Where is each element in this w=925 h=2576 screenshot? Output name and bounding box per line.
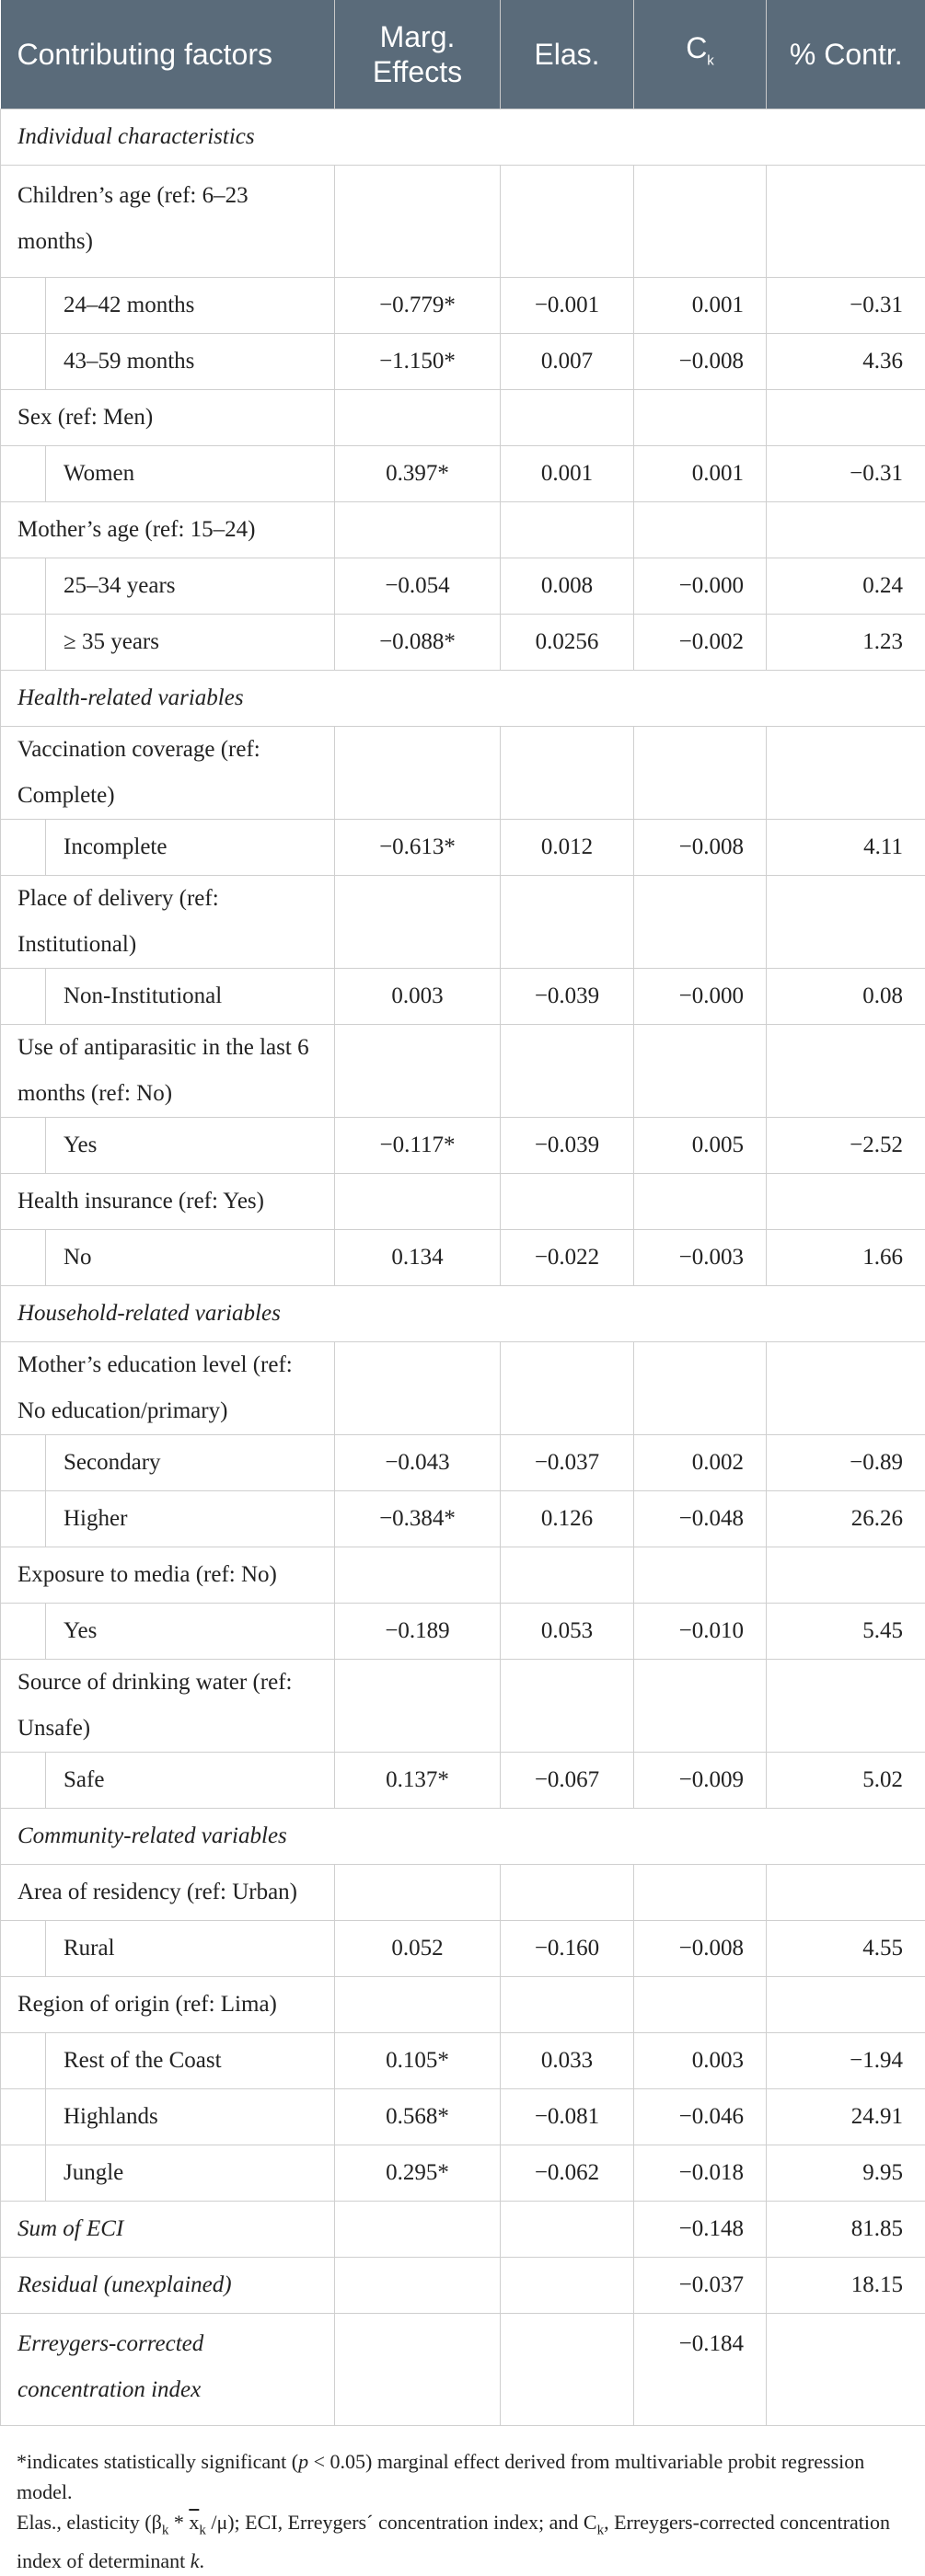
- empty-cell: [634, 1865, 767, 1921]
- empty-cell: [501, 1174, 634, 1230]
- table-row: [1, 278, 925, 334]
- marginal-effect-cell: −0.613*: [335, 820, 501, 876]
- group-label: Health insurance (ref: Yes): [1, 1174, 335, 1230]
- marginal-effect-cell: −0.117*: [335, 1118, 501, 1174]
- row-label: 24–42 months: [64, 293, 194, 317]
- elasticity-cell: 0.0256: [501, 615, 634, 671]
- empty-cell: [767, 1977, 925, 2033]
- row-label: ≥ 35 years: [64, 629, 159, 654]
- elasticity-cell: −0.062: [501, 2145, 634, 2202]
- row-label: Yes: [64, 1618, 97, 1643]
- group-label: Sex (ref: Men): [1, 390, 335, 446]
- indent-divider: [45, 2033, 46, 2088]
- elasticity-cell: −0.001: [501, 278, 634, 334]
- table-row: [1, 446, 925, 502]
- indent-divider: [45, 969, 46, 1024]
- marginal-effect-cell: 0.397*: [335, 446, 501, 502]
- marginal-effect-cell: −0.054: [335, 558, 501, 615]
- ck-cell: −0.009: [634, 1753, 767, 1809]
- empty-cell: [634, 1547, 767, 1604]
- empty-cell: [634, 1977, 767, 2033]
- group-label: Exposure to media (ref: No): [1, 1547, 335, 1604]
- marginal-effect-cell: 0.052: [335, 1921, 501, 1977]
- empty-cell: [501, 1660, 634, 1753]
- row-label: Higher: [64, 1506, 127, 1531]
- row-label: Jungle: [64, 2160, 123, 2185]
- group-label: Place of delivery (ref: Institutional): [1, 876, 335, 969]
- indent-divider: [45, 615, 46, 670]
- row-label: Incomplete: [64, 834, 167, 859]
- table-body: [1, 109, 925, 2426]
- elasticity-cell: −0.067: [501, 1753, 634, 1809]
- empty-cell: [501, 876, 634, 969]
- empty-cell: [501, 502, 634, 558]
- percent-contribution-cell: 81.85: [767, 2202, 925, 2258]
- group-row: [1, 876, 925, 969]
- percent-contribution-cell: −0.89: [767, 1435, 925, 1491]
- percent-contribution-cell: [767, 2314, 925, 2426]
- marginal-effect-cell: [335, 2258, 501, 2314]
- marginal-effect-cell: −0.088*: [335, 615, 501, 671]
- group-row: [1, 1977, 925, 2033]
- ck-cell: 0.001: [634, 278, 767, 334]
- row-label: Rest of the Coast: [64, 2048, 222, 2073]
- percent-contribution-cell: −0.31: [767, 446, 925, 502]
- ck-cell: −0.010: [634, 1604, 767, 1660]
- row-label: Safe: [64, 1767, 104, 1792]
- section-label: Household-related variables: [1, 1286, 925, 1342]
- empty-cell: [501, 1547, 634, 1604]
- marginal-effect-cell: −0.779*: [335, 278, 501, 334]
- percent-contribution-cell: 4.11: [767, 820, 925, 876]
- ck-cell: −0.048: [634, 1491, 767, 1547]
- indent-divider: [45, 1230, 46, 1285]
- ck-cell: −0.003: [634, 1230, 767, 1286]
- section-row: [1, 1286, 925, 1342]
- empty-cell: [335, 166, 501, 278]
- empty-cell: [501, 1865, 634, 1921]
- table-row: [1, 1435, 925, 1491]
- row-label: Secondary: [64, 1450, 161, 1475]
- empty-cell: [767, 1342, 925, 1435]
- ck-cell: −0.000: [634, 558, 767, 615]
- indent-divider: [45, 1921, 46, 1976]
- elasticity-cell: −0.081: [501, 2089, 634, 2145]
- marginal-effect-cell: 0.568*: [335, 2089, 501, 2145]
- marginal-effect-cell: −0.189: [335, 1604, 501, 1660]
- elasticity-cell: −0.039: [501, 969, 634, 1025]
- percent-contribution-cell: 4.36: [767, 334, 925, 390]
- ck-cell: 0.001: [634, 446, 767, 502]
- table-row: [1, 969, 925, 1025]
- empty-cell: [767, 1660, 925, 1753]
- table-row: [1, 334, 925, 390]
- summary-row: [1, 2258, 925, 2314]
- empty-cell: [335, 1342, 501, 1435]
- elasticity-cell: 0.053: [501, 1604, 634, 1660]
- ck-cell: 0.003: [634, 2033, 767, 2089]
- marginal-effect-cell: [335, 2314, 501, 2426]
- ck-cell: −0.000: [634, 969, 767, 1025]
- summary-label: Sum of ECI: [1, 2202, 335, 2258]
- group-row: [1, 1547, 925, 1604]
- section-row: [1, 1809, 925, 1865]
- empty-cell: [767, 502, 925, 558]
- group-label: Mother’s education level (ref: No education/primary): [1, 1342, 335, 1435]
- row-label: Yes: [64, 1133, 97, 1157]
- elasticity-cell: 0.012: [501, 820, 634, 876]
- group-row: [1, 1660, 925, 1753]
- ck-cell: −0.018: [634, 2145, 767, 2202]
- indent-divider: [45, 2089, 46, 2145]
- ck-cell: 0.002: [634, 1435, 767, 1491]
- table-row: [1, 1604, 925, 1660]
- empty-cell: [335, 727, 501, 820]
- empty-cell: [335, 1865, 501, 1921]
- empty-cell: [634, 876, 767, 969]
- empty-cell: [767, 876, 925, 969]
- marginal-effect-cell: 0.003: [335, 969, 501, 1025]
- marginal-effect-cell: 0.137*: [335, 1753, 501, 1809]
- percent-contribution-cell: −0.31: [767, 278, 925, 334]
- percent-contribution-cell: 9.95: [767, 2145, 925, 2202]
- group-row: [1, 1342, 925, 1435]
- indent-divider: [45, 1435, 46, 1490]
- empty-cell: [767, 390, 925, 446]
- empty-cell: [634, 166, 767, 278]
- header-ck: $C_k$: [634, 0, 767, 109]
- row-label: Women: [64, 461, 134, 486]
- indent-divider: [45, 1604, 46, 1659]
- empty-cell: [335, 1547, 501, 1604]
- indent-divider: [45, 1753, 46, 1808]
- section-label: Individual characteristics: [1, 109, 925, 166]
- empty-cell: [501, 1342, 634, 1435]
- ck-cell: −0.008: [634, 820, 767, 876]
- empty-cell: [634, 727, 767, 820]
- percent-contribution-cell: 1.66: [767, 1230, 925, 1286]
- header-elasticity: Elas.: [501, 0, 634, 109]
- empty-cell: [501, 166, 634, 278]
- group-label: Vaccination coverage (ref: Complete): [1, 727, 335, 820]
- ck-cell: −0.184: [634, 2314, 767, 2426]
- group-label: Area of residency (ref: Urban): [1, 1865, 335, 1921]
- header-percent-contribution: % Contr.: [767, 0, 925, 109]
- row-label: 43–59 months: [64, 349, 194, 374]
- ck-cell: −0.148: [634, 2202, 767, 2258]
- group-row: [1, 1025, 925, 1118]
- empty-cell: [634, 1342, 767, 1435]
- group-row: [1, 390, 925, 446]
- elasticity-cell: −0.160: [501, 1921, 634, 1977]
- marginal-effect-cell: 0.295*: [335, 2145, 501, 2202]
- marginal-effect-cell: 0.134: [335, 1230, 501, 1286]
- indent-divider: [45, 558, 46, 614]
- table-row: [1, 1921, 925, 1977]
- group-label: Source of drinking water (ref: Unsafe): [1, 1660, 335, 1753]
- empty-cell: [501, 1977, 634, 2033]
- table-row: [1, 1491, 925, 1547]
- elasticity-cell: [501, 2314, 634, 2426]
- section-label: Community-related variables: [1, 1809, 925, 1865]
- group-label: Region of origin (ref: Lima): [1, 1977, 335, 2033]
- percent-contribution-cell: 1.23: [767, 615, 925, 671]
- section-row: [1, 671, 925, 727]
- empty-cell: [335, 502, 501, 558]
- table-header-row: [1, 0, 925, 109]
- table-row: [1, 558, 925, 615]
- empty-cell: [767, 166, 925, 278]
- group-label: Mother’s age (ref: 15–24): [1, 502, 335, 558]
- group-row: [1, 1865, 925, 1921]
- elasticity-cell: −0.039: [501, 1118, 634, 1174]
- indent-divider: [45, 446, 46, 501]
- ck-cell: −0.046: [634, 2089, 767, 2145]
- indent-divider: [45, 278, 46, 333]
- empty-cell: [767, 727, 925, 820]
- table-footnotes: [0, 2426, 925, 2576]
- marginal-effect-cell: −0.384*: [335, 1491, 501, 1547]
- elasticity-cell: −0.037: [501, 1435, 634, 1491]
- marginal-effect-cell: −1.150*: [335, 334, 501, 390]
- table-row: [1, 820, 925, 876]
- table-row: [1, 1118, 925, 1174]
- empty-cell: [335, 876, 501, 969]
- empty-cell: [335, 1174, 501, 1230]
- marginal-effect-cell: −0.043: [335, 1435, 501, 1491]
- percent-contribution-cell: 18.15: [767, 2258, 925, 2314]
- empty-cell: [634, 1174, 767, 1230]
- ck-cell: −0.008: [634, 334, 767, 390]
- empty-cell: [335, 1977, 501, 2033]
- ck-cell: −0.037: [634, 2258, 767, 2314]
- row-label: 25–34 years: [64, 573, 176, 598]
- empty-cell: [634, 390, 767, 446]
- empty-cell: [634, 502, 767, 558]
- row-label: Rural: [64, 1936, 115, 1961]
- elasticity-cell: 0.007: [501, 334, 634, 390]
- group-row: [1, 1174, 925, 1230]
- elasticity-cell: [501, 2258, 634, 2314]
- table-row: [1, 2089, 925, 2145]
- empty-cell: [501, 390, 634, 446]
- table-row: [1, 2145, 925, 2202]
- ck-cell: 0.005: [634, 1118, 767, 1174]
- row-label: No: [64, 1245, 92, 1270]
- row-label: Non-Institutional: [64, 983, 222, 1008]
- ck-cell: −0.002: [634, 615, 767, 671]
- empty-cell: [634, 1025, 767, 1118]
- summary-row: [1, 2314, 925, 2426]
- section-label: Health-related variables: [1, 671, 925, 727]
- indent-divider: [45, 334, 46, 389]
- group-label: Use of antiparasitic in the last 6 months (ref: No): [1, 1025, 335, 1118]
- group-label: Children’s age (ref: 6–23 months): [1, 166, 335, 278]
- header-contributing-factors: Contributing factors: [1, 0, 335, 109]
- elasticity-cell: 0.126: [501, 1491, 634, 1547]
- empty-cell: [767, 1025, 925, 1118]
- elasticity-cell: 0.008: [501, 558, 634, 615]
- row-label: Highlands: [64, 2104, 158, 2129]
- empty-cell: [335, 1660, 501, 1753]
- indent-divider: [45, 1491, 46, 1547]
- percent-contribution-cell: −1.94: [767, 2033, 925, 2089]
- empty-cell: [767, 1547, 925, 1604]
- group-row: [1, 727, 925, 820]
- summary-label: Residual (unexplained): [1, 2258, 335, 2314]
- indent-divider: [45, 820, 46, 875]
- empty-cell: [501, 1025, 634, 1118]
- elasticity-cell: −0.022: [501, 1230, 634, 1286]
- percent-contribution-cell: 26.26: [767, 1491, 925, 1547]
- header-marginal-effects: Marg. Effects: [335, 0, 501, 109]
- empty-cell: [335, 390, 501, 446]
- empty-cell: [634, 1660, 767, 1753]
- percent-contribution-cell: 5.02: [767, 1753, 925, 1809]
- footnote-abbreviations: Elas., elasticity ($\beta_k * \overline{x}_k$ /μ); ECI, Erreygers´ concentration index; and $C_k$, Erreygers-corrected concentration index of determinant k.: [17, 2507, 908, 2576]
- table-row: [1, 2033, 925, 2089]
- empty-cell: [335, 1025, 501, 1118]
- elasticity-cell: 0.033: [501, 2033, 634, 2089]
- group-row: [1, 166, 925, 278]
- marginal-effect-cell: [335, 2202, 501, 2258]
- indent-divider: [45, 2145, 46, 2201]
- percent-contribution-cell: 4.55: [767, 1921, 925, 1977]
- summary-row: [1, 2202, 925, 2258]
- summary-label: Erreygers-corrected concentration index: [1, 2314, 335, 2426]
- empty-cell: [501, 727, 634, 820]
- empty-cell: [767, 1865, 925, 1921]
- footnote-significance: *indicates statistically significant (p < 0.05) marginal effect derived from multivariable probit regression model.: [17, 2446, 908, 2507]
- ck-cell: −0.008: [634, 1921, 767, 1977]
- percent-contribution-cell: 24.91: [767, 2089, 925, 2145]
- elasticity-cell: 0.001: [501, 446, 634, 502]
- table-row: [1, 1753, 925, 1809]
- percent-contribution-cell: 5.45: [767, 1604, 925, 1660]
- percent-contribution-cell: −2.52: [767, 1118, 925, 1174]
- table-row: [1, 615, 925, 671]
- percent-contribution-cell: 0.08: [767, 969, 925, 1025]
- elasticity-cell: [501, 2202, 634, 2258]
- section-row: [1, 109, 925, 166]
- empty-cell: [767, 1174, 925, 1230]
- group-row: [1, 502, 925, 558]
- marginal-effect-cell: 0.105*: [335, 2033, 501, 2089]
- indent-divider: [45, 1118, 46, 1173]
- percent-contribution-cell: 0.24: [767, 558, 925, 615]
- table-row: [1, 1230, 925, 1286]
